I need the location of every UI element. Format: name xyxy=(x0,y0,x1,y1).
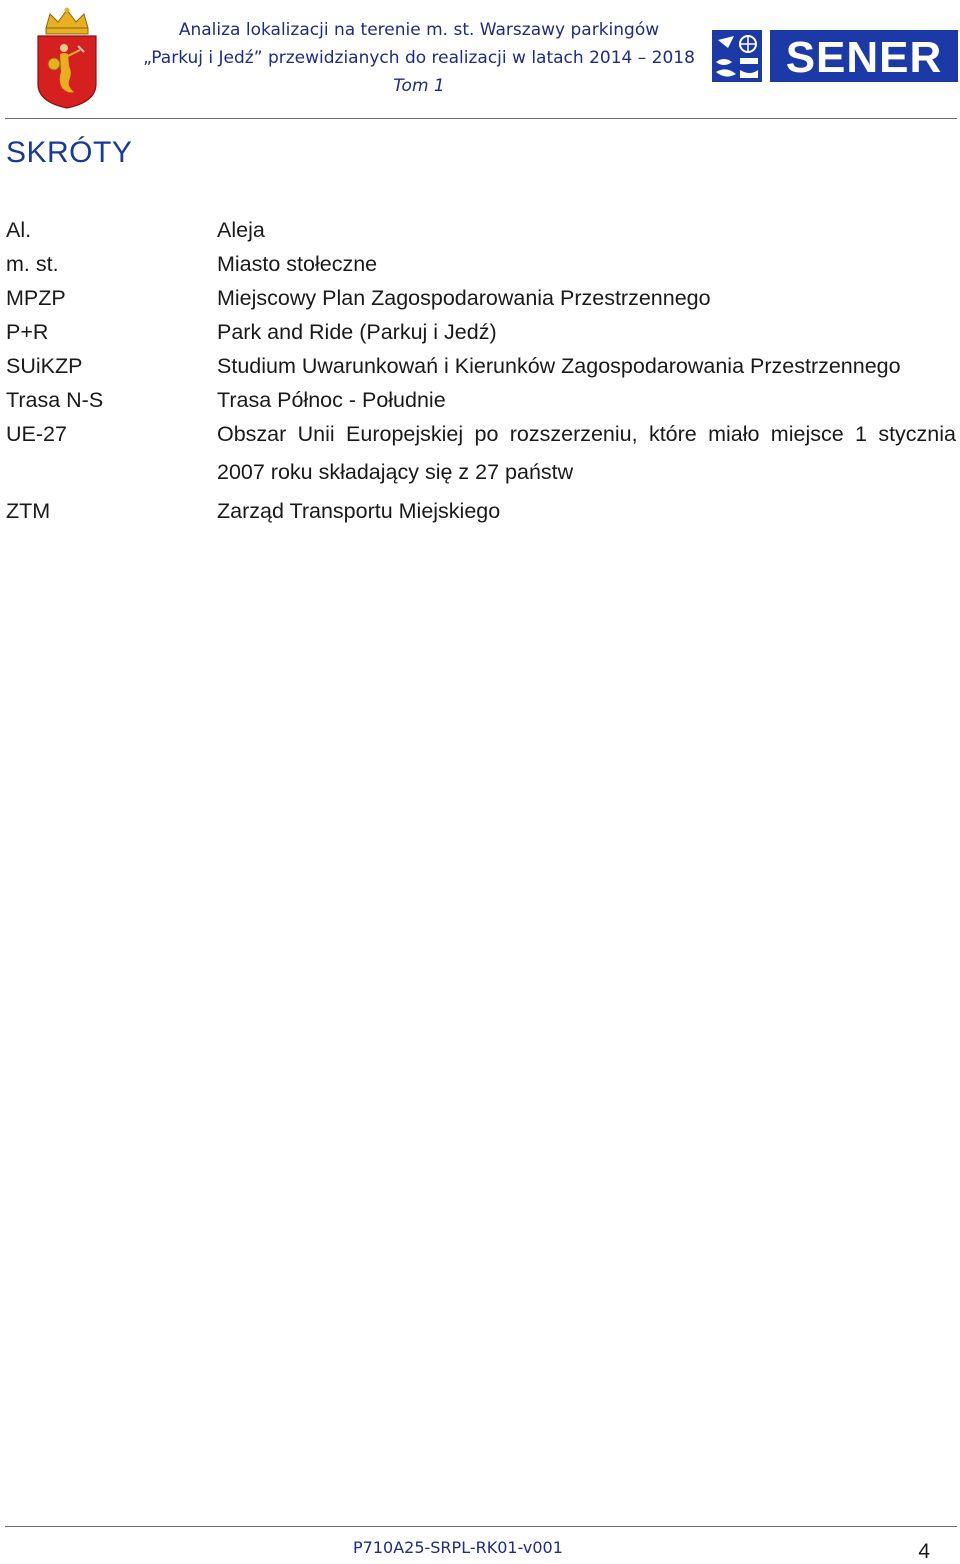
abbreviation-meaning: Obszar Unii Europejskiej po rozszerzeniu, które miało miejsce 1 stycznia 2007 roku składający się z 27 państw xyxy=(217,422,956,484)
abbreviation: P+R xyxy=(6,320,49,344)
abbreviation-meaning: Zarząd Transportu Miejskiego xyxy=(217,499,501,523)
abbreviation: Al. xyxy=(6,218,32,242)
list-item xyxy=(6,318,956,346)
list-item xyxy=(6,497,956,525)
abbreviation-meaning: Miasto stołeczne xyxy=(217,252,378,276)
abbreviation: UE-27 xyxy=(6,422,67,446)
abbreviation-meaning: Park and Ride (Parkuj i Jedź) xyxy=(217,320,497,344)
abbreviation: MPZP xyxy=(6,286,66,310)
list-item xyxy=(6,420,956,491)
list-item xyxy=(6,250,956,278)
abbreviation: SUiKZP xyxy=(6,354,83,378)
page-title: SKRÓTY xyxy=(6,136,133,169)
abbreviation: ZTM xyxy=(6,499,51,523)
abbreviation-meaning: Trasa Północ - Południe xyxy=(217,388,446,412)
sener-logo xyxy=(712,30,958,82)
sener-logo-text: SENER xyxy=(785,33,943,82)
page-number: 4 xyxy=(918,1540,930,1563)
list-item xyxy=(6,216,956,244)
list-item xyxy=(6,386,956,414)
abbreviation: Trasa N-S xyxy=(6,388,104,412)
header-line-2: „Parkuj i Jedź” przewidzianych do realizacji w latach 2014 – 2018 xyxy=(143,48,695,68)
abbreviation-meaning: Studium Uwarunkowań i Kierunków Zagospodarowania Przestrzennego xyxy=(217,354,901,378)
abbreviation-meaning: Miejscowy Plan Zagospodarowania Przestrzennego xyxy=(217,286,711,310)
warsaw-coat-of-arms-icon xyxy=(34,6,100,110)
list-item xyxy=(6,352,956,380)
header-line-1: Analiza lokalizacji na terenie m. st. Warszawy parkingów xyxy=(178,20,660,40)
abbreviation-meaning: Aleja xyxy=(217,218,265,242)
header-line-3: Tom 1 xyxy=(393,76,445,96)
header-divider xyxy=(5,118,957,119)
document-header xyxy=(140,16,698,100)
abbreviation: m. st. xyxy=(6,252,59,276)
abbreviations-list xyxy=(6,216,956,531)
footer-divider xyxy=(5,1526,957,1527)
list-item xyxy=(6,284,956,312)
document-code: P710A25-SRPL-RK01-v001 xyxy=(353,1538,563,1557)
